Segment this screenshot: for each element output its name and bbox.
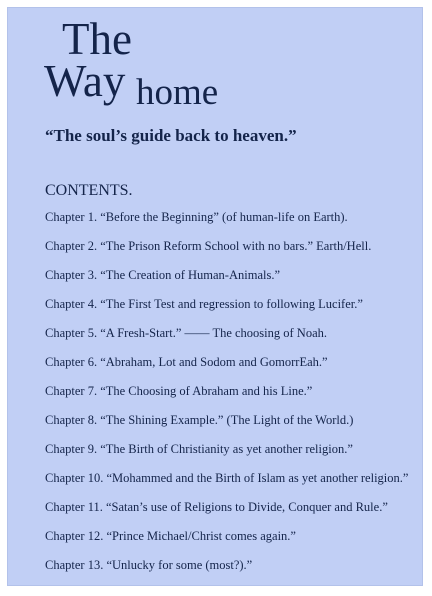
tagline: “The soul’s guide back to heaven.” — [45, 126, 297, 145]
chapter-item-13: Chapter 13. “Unlucky for some (most?).” — [45, 558, 253, 572]
chapter-item-3: Chapter 3. “The Creation of Human-Animals.” — [45, 268, 280, 282]
chapter-item-4: Chapter 4. “The First Test and regression to following Lucifer.” — [45, 297, 363, 311]
title-the: The — [62, 14, 132, 64]
chapter-item-10: Chapter 10. “Mohammed and the Birth of Islam as yet another religion.” — [45, 471, 409, 485]
title-way: Way — [44, 56, 126, 106]
chapter-item-11: Chapter 11. “Satan’s use of Religions to Divide, Conquer and Rule.” — [45, 500, 388, 514]
chapter-item-12: Chapter 12. “Prince Michael/Christ comes again.” — [45, 529, 296, 543]
chapter-item-6: Chapter 6. “Abraham, Lot and Sodom and GomorrEah.” — [45, 355, 328, 369]
chapter-item-9: Chapter 9. “The Birth of Christianity as yet another religion.” — [45, 442, 353, 456]
document-page — [7, 7, 423, 586]
chapter-item-5: Chapter 5. “A Fresh-Start.” —— The choosing of Noah. — [45, 326, 328, 340]
chapter-item-1: Chapter 1. “Before the Beginning” (of human-life on Earth). — [45, 210, 348, 224]
chapter-list — [45, 209, 408, 586]
chapter-item-7: Chapter 7. “The Choosing of Abraham and his Line.” — [45, 384, 313, 398]
chapter-item-8: Chapter 8. “The Shining Example.” (The Light of the World.) — [45, 413, 354, 427]
chapter-item-2: Chapter 2. “The Prison Reform School with no bars.” Earth/Hell. — [45, 239, 372, 253]
title-home: home — [136, 72, 219, 113]
contents-heading: CONTENTS. — [45, 182, 133, 199]
